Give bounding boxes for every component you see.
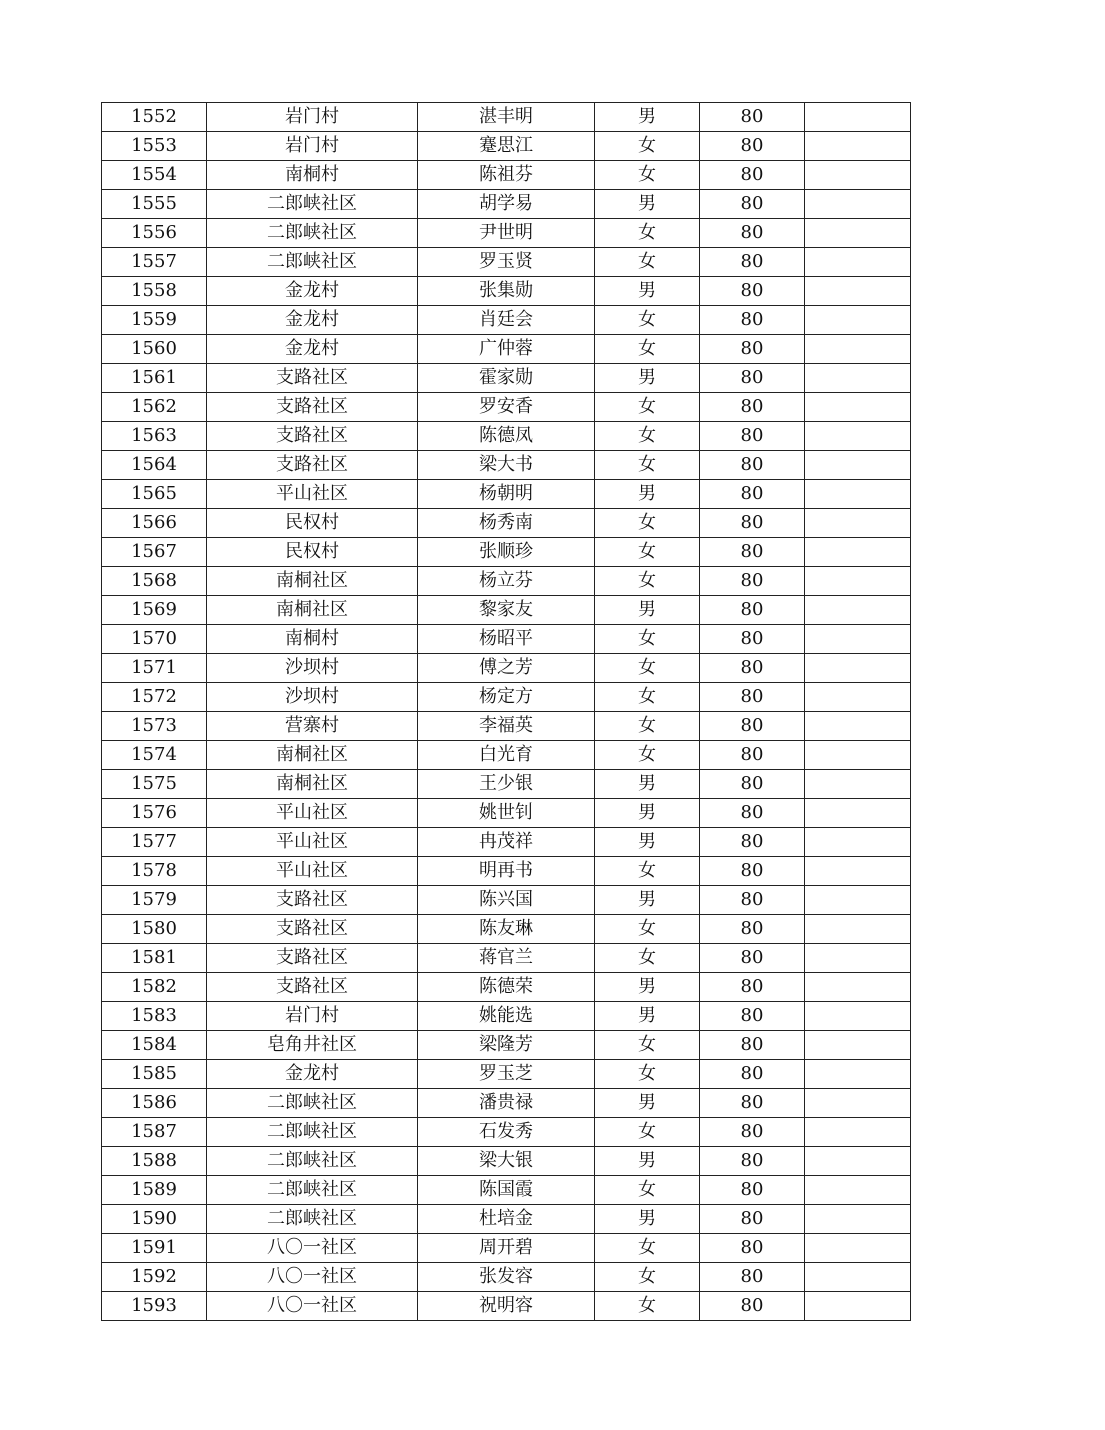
gender-cell: 女 [595, 248, 700, 277]
row-number-cell: 1593 [102, 1292, 207, 1321]
table-row [102, 712, 911, 741]
name-cell: 陈兴国 [418, 886, 595, 915]
remark-cell [805, 1060, 911, 1089]
row-number-cell: 1566 [102, 509, 207, 538]
table-row [102, 509, 911, 538]
community-cell: 二郎峡社区 [207, 1118, 418, 1147]
row-number-cell: 1570 [102, 625, 207, 654]
community-cell: 支路社区 [207, 973, 418, 1002]
table-row [102, 944, 911, 973]
age-cell: 80 [700, 422, 805, 451]
age-cell: 80 [700, 248, 805, 277]
age-cell: 80 [700, 132, 805, 161]
name-cell: 蹇思江 [418, 132, 595, 161]
name-cell: 陈国霞 [418, 1176, 595, 1205]
gender-cell: 女 [595, 1176, 700, 1205]
remark-cell [805, 480, 911, 509]
remark-cell [805, 1118, 911, 1147]
remark-cell [805, 335, 911, 364]
age-cell: 80 [700, 683, 805, 712]
gender-cell: 女 [595, 1118, 700, 1147]
age-cell: 80 [700, 654, 805, 683]
remark-cell [805, 857, 911, 886]
row-number-cell: 1567 [102, 538, 207, 567]
remark-cell [805, 741, 911, 770]
remark-cell [805, 451, 911, 480]
table-row [102, 1263, 911, 1292]
remark-cell [805, 654, 911, 683]
name-cell: 罗安香 [418, 393, 595, 422]
table-row [102, 654, 911, 683]
name-cell: 石发秀 [418, 1118, 595, 1147]
remark-cell [805, 248, 911, 277]
table-row [102, 625, 911, 654]
table-row [102, 190, 911, 219]
name-cell: 张发容 [418, 1263, 595, 1292]
name-cell: 湛丰明 [418, 103, 595, 132]
table-row [102, 451, 911, 480]
age-cell: 80 [700, 364, 805, 393]
table-row [102, 1147, 911, 1176]
gender-cell: 女 [595, 306, 700, 335]
community-cell: 皂角井社区 [207, 1031, 418, 1060]
remark-cell [805, 277, 911, 306]
table-row [102, 335, 911, 364]
name-cell: 冉茂祥 [418, 828, 595, 857]
remark-cell [805, 1031, 911, 1060]
table-row [102, 886, 911, 915]
remark-cell [805, 538, 911, 567]
gender-cell: 女 [595, 625, 700, 654]
table-row [102, 103, 911, 132]
records-table-body [102, 103, 911, 1321]
row-number-cell: 1575 [102, 770, 207, 799]
remark-cell [805, 1263, 911, 1292]
name-cell: 祝明容 [418, 1292, 595, 1321]
row-number-cell: 1583 [102, 1002, 207, 1031]
gender-cell: 女 [595, 1060, 700, 1089]
age-cell: 80 [700, 857, 805, 886]
community-cell: 金龙村 [207, 335, 418, 364]
gender-cell: 女 [595, 132, 700, 161]
row-number-cell: 1573 [102, 712, 207, 741]
age-cell: 80 [700, 1292, 805, 1321]
gender-cell: 男 [595, 1205, 700, 1234]
name-cell: 李福英 [418, 712, 595, 741]
row-number-cell: 1579 [102, 886, 207, 915]
age-cell: 80 [700, 277, 805, 306]
name-cell: 梁大书 [418, 451, 595, 480]
table-row [102, 567, 911, 596]
community-cell: 支路社区 [207, 944, 418, 973]
row-number-cell: 1563 [102, 422, 207, 451]
name-cell: 陈祖芬 [418, 161, 595, 190]
row-number-cell: 1584 [102, 1031, 207, 1060]
row-number-cell: 1562 [102, 393, 207, 422]
age-cell: 80 [700, 219, 805, 248]
table-row [102, 248, 911, 277]
name-cell: 罗玉芝 [418, 1060, 595, 1089]
community-cell: 平山社区 [207, 799, 418, 828]
row-number-cell: 1591 [102, 1234, 207, 1263]
community-cell: 支路社区 [207, 451, 418, 480]
community-cell: 二郎峡社区 [207, 1176, 418, 1205]
gender-cell: 女 [595, 944, 700, 973]
community-cell: 二郎峡社区 [207, 248, 418, 277]
age-cell: 80 [700, 1205, 805, 1234]
gender-cell: 女 [595, 654, 700, 683]
gender-cell: 男 [595, 1147, 700, 1176]
community-cell: 民权村 [207, 509, 418, 538]
row-number-cell: 1558 [102, 277, 207, 306]
age-cell: 80 [700, 1060, 805, 1089]
row-number-cell: 1588 [102, 1147, 207, 1176]
table-row [102, 915, 911, 944]
table-row [102, 1060, 911, 1089]
table-row [102, 1292, 911, 1321]
remark-cell [805, 1147, 911, 1176]
table-row [102, 393, 911, 422]
gender-cell: 女 [595, 741, 700, 770]
row-number-cell: 1568 [102, 567, 207, 596]
name-cell: 王少银 [418, 770, 595, 799]
gender-cell: 女 [595, 422, 700, 451]
age-cell: 80 [700, 480, 805, 509]
gender-cell: 女 [595, 1263, 700, 1292]
row-number-cell: 1561 [102, 364, 207, 393]
name-cell: 杨立芬 [418, 567, 595, 596]
community-cell: 八〇一社区 [207, 1234, 418, 1263]
community-cell: 南桐社区 [207, 770, 418, 799]
table-row [102, 857, 911, 886]
table-row [102, 219, 911, 248]
name-cell: 梁大银 [418, 1147, 595, 1176]
name-cell: 尹世明 [418, 219, 595, 248]
remark-cell [805, 625, 911, 654]
gender-cell: 女 [595, 712, 700, 741]
remark-cell [805, 596, 911, 625]
row-number-cell: 1574 [102, 741, 207, 770]
table-row [102, 132, 911, 161]
row-number-cell: 1592 [102, 1263, 207, 1292]
row-number-cell: 1577 [102, 828, 207, 857]
row-number-cell: 1586 [102, 1089, 207, 1118]
row-number-cell: 1587 [102, 1118, 207, 1147]
name-cell: 陈友琳 [418, 915, 595, 944]
remark-cell [805, 567, 911, 596]
gender-cell: 女 [595, 393, 700, 422]
remark-cell [805, 1176, 911, 1205]
remark-cell [805, 161, 911, 190]
age-cell: 80 [700, 1089, 805, 1118]
gender-cell: 女 [595, 161, 700, 190]
remark-cell [805, 973, 911, 1002]
name-cell: 潘贵禄 [418, 1089, 595, 1118]
remark-cell [805, 509, 911, 538]
table-row [102, 683, 911, 712]
table-row [102, 422, 911, 451]
community-cell: 金龙村 [207, 1060, 418, 1089]
gender-cell: 男 [595, 103, 700, 132]
remark-cell [805, 799, 911, 828]
name-cell: 傅之芳 [418, 654, 595, 683]
community-cell: 八〇一社区 [207, 1292, 418, 1321]
age-cell: 80 [700, 335, 805, 364]
gender-cell: 男 [595, 828, 700, 857]
table-row [102, 1031, 911, 1060]
remark-cell [805, 712, 911, 741]
row-number-cell: 1571 [102, 654, 207, 683]
community-cell: 沙坝村 [207, 683, 418, 712]
name-cell: 明再书 [418, 857, 595, 886]
age-cell: 80 [700, 509, 805, 538]
community-cell: 民权村 [207, 538, 418, 567]
row-number-cell: 1581 [102, 944, 207, 973]
table-row [102, 1234, 911, 1263]
table-row [102, 538, 911, 567]
gender-cell: 男 [595, 973, 700, 1002]
remark-cell [805, 1234, 911, 1263]
row-number-cell: 1589 [102, 1176, 207, 1205]
table-row [102, 1002, 911, 1031]
row-number-cell: 1576 [102, 799, 207, 828]
name-cell: 肖廷会 [418, 306, 595, 335]
age-cell: 80 [700, 567, 805, 596]
remark-cell [805, 1089, 911, 1118]
row-number-cell: 1582 [102, 973, 207, 1002]
community-cell: 金龙村 [207, 277, 418, 306]
gender-cell: 女 [595, 1292, 700, 1321]
gender-cell: 男 [595, 364, 700, 393]
gender-cell: 男 [595, 886, 700, 915]
community-cell: 二郎峡社区 [207, 1089, 418, 1118]
name-cell: 广仲蓉 [418, 335, 595, 364]
name-cell: 姚能选 [418, 1002, 595, 1031]
remark-cell [805, 1205, 911, 1234]
name-cell: 张集勋 [418, 277, 595, 306]
age-cell: 80 [700, 915, 805, 944]
table-row [102, 770, 911, 799]
remark-cell [805, 422, 911, 451]
age-cell: 80 [700, 1118, 805, 1147]
table-row [102, 306, 911, 335]
gender-cell: 女 [595, 509, 700, 538]
remark-cell [805, 364, 911, 393]
remark-cell [805, 886, 911, 915]
remark-cell [805, 190, 911, 219]
age-cell: 80 [700, 161, 805, 190]
community-cell: 营寨村 [207, 712, 418, 741]
table-row [102, 741, 911, 770]
name-cell: 陈德凤 [418, 422, 595, 451]
table-row [102, 1118, 911, 1147]
gender-cell: 女 [595, 1031, 700, 1060]
remark-cell [805, 683, 911, 712]
row-number-cell: 1578 [102, 857, 207, 886]
community-cell: 南桐社区 [207, 567, 418, 596]
remark-cell [805, 944, 911, 973]
age-cell: 80 [700, 306, 805, 335]
gender-cell: 男 [595, 1089, 700, 1118]
age-cell: 80 [700, 625, 805, 654]
community-cell: 二郎峡社区 [207, 219, 418, 248]
gender-cell: 女 [595, 335, 700, 364]
name-cell: 杨秀南 [418, 509, 595, 538]
age-cell: 80 [700, 596, 805, 625]
row-number-cell: 1555 [102, 190, 207, 219]
remark-cell [805, 828, 911, 857]
age-cell: 80 [700, 190, 805, 219]
name-cell: 罗玉贤 [418, 248, 595, 277]
community-cell: 支路社区 [207, 886, 418, 915]
gender-cell: 女 [595, 219, 700, 248]
age-cell: 80 [700, 1031, 805, 1060]
remark-cell [805, 219, 911, 248]
row-number-cell: 1560 [102, 335, 207, 364]
name-cell: 梁隆芳 [418, 1031, 595, 1060]
community-cell: 平山社区 [207, 828, 418, 857]
table-row [102, 161, 911, 190]
gender-cell: 女 [595, 857, 700, 886]
remark-cell [805, 132, 911, 161]
age-cell: 80 [700, 393, 805, 422]
remark-cell [805, 770, 911, 799]
remark-cell [805, 1002, 911, 1031]
community-cell: 沙坝村 [207, 654, 418, 683]
table-row [102, 480, 911, 509]
row-number-cell: 1552 [102, 103, 207, 132]
table-row [102, 596, 911, 625]
remark-cell [805, 393, 911, 422]
community-cell: 支路社区 [207, 422, 418, 451]
community-cell: 支路社区 [207, 364, 418, 393]
community-cell: 平山社区 [207, 480, 418, 509]
row-number-cell: 1569 [102, 596, 207, 625]
name-cell: 杨朝明 [418, 480, 595, 509]
gender-cell: 男 [595, 277, 700, 306]
row-number-cell: 1572 [102, 683, 207, 712]
gender-cell: 男 [595, 480, 700, 509]
community-cell: 南桐村 [207, 625, 418, 654]
name-cell: 杜培金 [418, 1205, 595, 1234]
community-cell: 南桐社区 [207, 741, 418, 770]
community-cell: 岩门村 [207, 1002, 418, 1031]
community-cell: 支路社区 [207, 915, 418, 944]
age-cell: 80 [700, 1176, 805, 1205]
table-row [102, 799, 911, 828]
age-cell: 80 [700, 886, 805, 915]
age-cell: 80 [700, 799, 805, 828]
name-cell: 姚世钊 [418, 799, 595, 828]
community-cell: 二郎峡社区 [207, 190, 418, 219]
remark-cell [805, 306, 911, 335]
gender-cell: 男 [595, 770, 700, 799]
name-cell: 黎家友 [418, 596, 595, 625]
remark-cell [805, 915, 911, 944]
gender-cell: 女 [595, 683, 700, 712]
table-row [102, 1089, 911, 1118]
community-cell: 岩门村 [207, 132, 418, 161]
gender-cell: 女 [595, 567, 700, 596]
name-cell: 胡学易 [418, 190, 595, 219]
row-number-cell: 1580 [102, 915, 207, 944]
age-cell: 80 [700, 1234, 805, 1263]
name-cell: 蒋官兰 [418, 944, 595, 973]
remark-cell [805, 103, 911, 132]
table-row [102, 1176, 911, 1205]
community-cell: 支路社区 [207, 393, 418, 422]
row-number-cell: 1554 [102, 161, 207, 190]
age-cell: 80 [700, 828, 805, 857]
name-cell: 杨昭平 [418, 625, 595, 654]
community-cell: 南桐村 [207, 161, 418, 190]
row-number-cell: 1585 [102, 1060, 207, 1089]
row-number-cell: 1564 [102, 451, 207, 480]
table-row [102, 277, 911, 306]
name-cell: 张顺珍 [418, 538, 595, 567]
name-cell: 陈德荣 [418, 973, 595, 1002]
row-number-cell: 1559 [102, 306, 207, 335]
name-cell: 白光育 [418, 741, 595, 770]
community-cell: 八〇一社区 [207, 1263, 418, 1292]
table-row [102, 973, 911, 1002]
gender-cell: 女 [595, 538, 700, 567]
gender-cell: 女 [595, 451, 700, 480]
gender-cell: 男 [595, 190, 700, 219]
age-cell: 80 [700, 1263, 805, 1292]
age-cell: 80 [700, 103, 805, 132]
community-cell: 二郎峡社区 [207, 1205, 418, 1234]
records-table [101, 102, 911, 1321]
community-cell: 金龙村 [207, 306, 418, 335]
gender-cell: 男 [595, 799, 700, 828]
row-number-cell: 1553 [102, 132, 207, 161]
age-cell: 80 [700, 538, 805, 567]
age-cell: 80 [700, 451, 805, 480]
row-number-cell: 1557 [102, 248, 207, 277]
age-cell: 80 [700, 973, 805, 1002]
community-cell: 南桐社区 [207, 596, 418, 625]
age-cell: 80 [700, 1002, 805, 1031]
remark-cell [805, 1292, 911, 1321]
community-cell: 岩门村 [207, 103, 418, 132]
age-cell: 80 [700, 770, 805, 799]
row-number-cell: 1590 [102, 1205, 207, 1234]
age-cell: 80 [700, 944, 805, 973]
gender-cell: 女 [595, 915, 700, 944]
gender-cell: 女 [595, 1234, 700, 1263]
row-number-cell: 1556 [102, 219, 207, 248]
row-number-cell: 1565 [102, 480, 207, 509]
age-cell: 80 [700, 712, 805, 741]
table-row [102, 828, 911, 857]
name-cell: 周开碧 [418, 1234, 595, 1263]
gender-cell: 男 [595, 596, 700, 625]
community-cell: 平山社区 [207, 857, 418, 886]
name-cell: 霍家勋 [418, 364, 595, 393]
age-cell: 80 [700, 741, 805, 770]
table-row [102, 364, 911, 393]
gender-cell: 男 [595, 1002, 700, 1031]
community-cell: 二郎峡社区 [207, 1147, 418, 1176]
age-cell: 80 [700, 1147, 805, 1176]
name-cell: 杨定方 [418, 683, 595, 712]
table-row [102, 1205, 911, 1234]
